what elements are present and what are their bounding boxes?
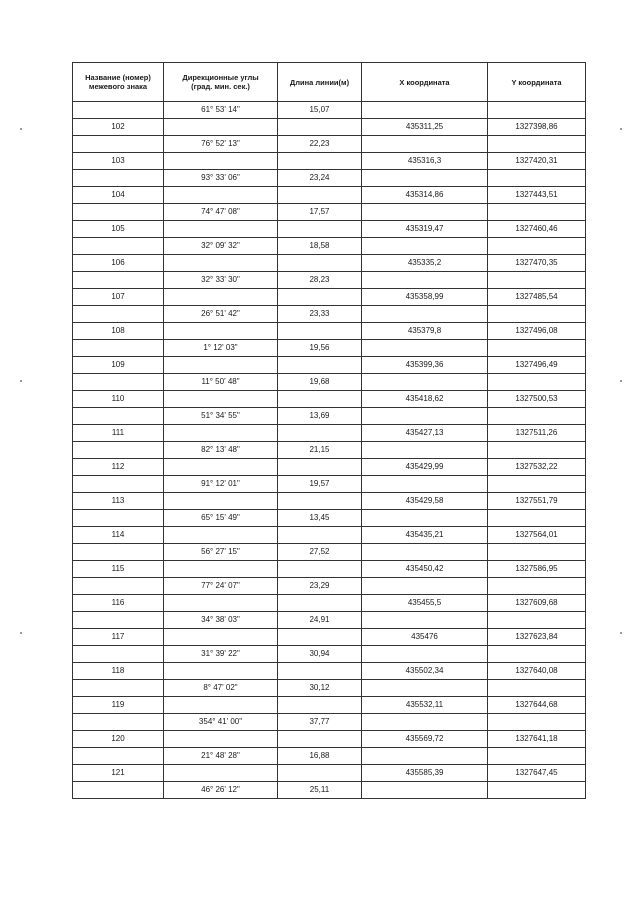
line-length-cell bbox=[278, 221, 362, 238]
x-coordinate-cell: 435314,86 bbox=[362, 187, 488, 204]
line-length-cell bbox=[278, 493, 362, 510]
x-coordinate-cell bbox=[362, 578, 488, 595]
x-coordinate-cell bbox=[362, 238, 488, 255]
direction-angle-cell bbox=[164, 493, 278, 510]
marker-name-cell: 116 bbox=[73, 595, 164, 612]
direction-angle-cell: 74° 47' 08" bbox=[164, 204, 278, 221]
marker-name-cell bbox=[73, 204, 164, 221]
y-coordinate-cell bbox=[488, 136, 586, 153]
y-coordinate-cell bbox=[488, 510, 586, 527]
x-coordinate-cell bbox=[362, 136, 488, 153]
y-coordinate-cell: 1327443,51 bbox=[488, 187, 586, 204]
table-row bbox=[73, 357, 586, 374]
line-length-cell: 13,45 bbox=[278, 510, 362, 527]
marker-name-cell: 113 bbox=[73, 493, 164, 510]
marker-name-cell: 110 bbox=[73, 391, 164, 408]
x-coordinate-cell: 435418,62 bbox=[362, 391, 488, 408]
y-coordinate-cell bbox=[488, 306, 586, 323]
marker-name-cell: 115 bbox=[73, 561, 164, 578]
x-coordinate-cell bbox=[362, 612, 488, 629]
line-length-cell bbox=[278, 697, 362, 714]
direction-angle-cell bbox=[164, 459, 278, 476]
y-coordinate-cell: 1327640,08 bbox=[488, 663, 586, 680]
line-length-cell: 30,94 bbox=[278, 646, 362, 663]
direction-angle-cell: 76° 52' 13" bbox=[164, 136, 278, 153]
marker-name-cell bbox=[73, 272, 164, 289]
direction-angle-cell: 32° 33' 30" bbox=[164, 272, 278, 289]
marker-name-cell bbox=[73, 612, 164, 629]
header-marker-name-line-2: межевого знака bbox=[88, 82, 148, 91]
header-marker-name-line-1: Название (номер) bbox=[85, 73, 151, 82]
header-direction-angle bbox=[164, 63, 278, 102]
direction-angle-cell bbox=[164, 561, 278, 578]
table-row bbox=[73, 221, 586, 238]
table-row bbox=[73, 646, 586, 663]
y-coordinate-cell bbox=[488, 408, 586, 425]
table-row bbox=[73, 561, 586, 578]
marker-name-cell bbox=[73, 442, 164, 459]
line-length-cell: 16,88 bbox=[278, 748, 362, 765]
marker-name-cell: 118 bbox=[73, 663, 164, 680]
direction-angle-cell: 91° 12' 01" bbox=[164, 476, 278, 493]
x-coordinate-cell: 435399,36 bbox=[362, 357, 488, 374]
x-coordinate-cell: 435435,21 bbox=[362, 527, 488, 544]
marker-name-cell bbox=[73, 510, 164, 527]
direction-angle-cell bbox=[164, 221, 278, 238]
marker-name-cell bbox=[73, 238, 164, 255]
direction-angle-cell bbox=[164, 527, 278, 544]
x-coordinate-cell: 435455,5 bbox=[362, 595, 488, 612]
y-coordinate-cell: 1327460,46 bbox=[488, 221, 586, 238]
x-coordinate-cell: 435311,25 bbox=[362, 119, 488, 136]
table-row bbox=[73, 119, 586, 136]
y-coordinate-cell: 1327644,68 bbox=[488, 697, 586, 714]
table-row bbox=[73, 782, 586, 799]
direction-angle-cell: 61° 53' 14" bbox=[164, 102, 278, 119]
y-coordinate-cell bbox=[488, 782, 586, 799]
direction-angle-cell bbox=[164, 391, 278, 408]
line-length-cell: 19,56 bbox=[278, 340, 362, 357]
line-length-cell bbox=[278, 153, 362, 170]
marker-name-cell: 105 bbox=[73, 221, 164, 238]
line-length-cell: 37,77 bbox=[278, 714, 362, 731]
marker-name-cell bbox=[73, 102, 164, 119]
scan-speck bbox=[20, 128, 22, 130]
line-length-cell bbox=[278, 323, 362, 340]
table-row bbox=[73, 340, 586, 357]
line-length-cell bbox=[278, 357, 362, 374]
scan-speck bbox=[620, 128, 622, 130]
y-coordinate-cell: 1327586,95 bbox=[488, 561, 586, 578]
x-coordinate-cell bbox=[362, 714, 488, 731]
line-length-cell: 19,68 bbox=[278, 374, 362, 391]
y-coordinate-cell bbox=[488, 748, 586, 765]
table-row bbox=[73, 510, 586, 527]
marker-name-cell bbox=[73, 714, 164, 731]
y-coordinate-cell bbox=[488, 714, 586, 731]
table-row bbox=[73, 544, 586, 561]
line-length-cell bbox=[278, 459, 362, 476]
x-coordinate-cell bbox=[362, 510, 488, 527]
y-coordinate-cell bbox=[488, 238, 586, 255]
table-row bbox=[73, 663, 586, 680]
header-x-coordinate: X координата bbox=[362, 63, 488, 102]
x-coordinate-cell bbox=[362, 170, 488, 187]
header-direction-angle-line-1: Дирекционные углы bbox=[182, 73, 259, 82]
marker-name-cell bbox=[73, 136, 164, 153]
direction-angle-cell bbox=[164, 187, 278, 204]
direction-angle-cell bbox=[164, 153, 278, 170]
header-direction-angle-line-2: (град. мин. сек.) bbox=[191, 82, 250, 91]
table-row bbox=[73, 425, 586, 442]
line-length-cell bbox=[278, 425, 362, 442]
line-length-cell: 23,33 bbox=[278, 306, 362, 323]
direction-angle-cell bbox=[164, 289, 278, 306]
table-header-row bbox=[73, 63, 586, 102]
direction-angle-cell: 65° 15' 49" bbox=[164, 510, 278, 527]
table-row bbox=[73, 323, 586, 340]
direction-angle-cell bbox=[164, 357, 278, 374]
line-length-cell: 22,23 bbox=[278, 136, 362, 153]
y-coordinate-cell bbox=[488, 680, 586, 697]
line-length-cell bbox=[278, 119, 362, 136]
table-row bbox=[73, 493, 586, 510]
table-row bbox=[73, 697, 586, 714]
marker-name-cell bbox=[73, 340, 164, 357]
direction-angle-cell: 8° 47' 02" bbox=[164, 680, 278, 697]
line-length-cell: 30,12 bbox=[278, 680, 362, 697]
table-row bbox=[73, 272, 586, 289]
y-coordinate-cell: 1327500,53 bbox=[488, 391, 586, 408]
y-coordinate-cell: 1327511,26 bbox=[488, 425, 586, 442]
table-row bbox=[73, 306, 586, 323]
direction-angle-cell bbox=[164, 595, 278, 612]
direction-angle-cell: 82° 13' 48" bbox=[164, 442, 278, 459]
direction-angle-cell bbox=[164, 731, 278, 748]
y-coordinate-cell bbox=[488, 374, 586, 391]
line-length-cell: 17,57 bbox=[278, 204, 362, 221]
scan-speck bbox=[620, 632, 622, 634]
x-coordinate-cell bbox=[362, 102, 488, 119]
x-coordinate-cell: 435335,2 bbox=[362, 255, 488, 272]
y-coordinate-cell bbox=[488, 646, 586, 663]
y-coordinate-cell bbox=[488, 612, 586, 629]
marker-name-cell bbox=[73, 748, 164, 765]
line-length-cell bbox=[278, 731, 362, 748]
x-coordinate-cell bbox=[362, 408, 488, 425]
marker-name-cell bbox=[73, 544, 164, 561]
x-coordinate-cell bbox=[362, 442, 488, 459]
line-length-cell bbox=[278, 187, 362, 204]
x-coordinate-cell: 435379,8 bbox=[362, 323, 488, 340]
table-row bbox=[73, 153, 586, 170]
table-row bbox=[73, 527, 586, 544]
line-length-cell: 18,58 bbox=[278, 238, 362, 255]
y-coordinate-cell bbox=[488, 272, 586, 289]
x-coordinate-cell bbox=[362, 646, 488, 663]
marker-name-cell bbox=[73, 782, 164, 799]
direction-angle-cell bbox=[164, 255, 278, 272]
y-coordinate-cell: 1327496,08 bbox=[488, 323, 586, 340]
x-coordinate-cell: 435585,39 bbox=[362, 765, 488, 782]
marker-name-cell: 108 bbox=[73, 323, 164, 340]
x-coordinate-cell bbox=[362, 544, 488, 561]
marker-name-cell bbox=[73, 306, 164, 323]
marker-name-cell: 117 bbox=[73, 629, 164, 646]
x-coordinate-cell bbox=[362, 782, 488, 799]
table-row bbox=[73, 765, 586, 782]
marker-name-cell bbox=[73, 170, 164, 187]
x-coordinate-cell: 435532,11 bbox=[362, 697, 488, 714]
scan-speck bbox=[620, 380, 622, 382]
marker-name-cell: 109 bbox=[73, 357, 164, 374]
x-coordinate-cell bbox=[362, 272, 488, 289]
table-row bbox=[73, 391, 586, 408]
line-length-cell: 15,07 bbox=[278, 102, 362, 119]
line-length-cell bbox=[278, 527, 362, 544]
table-row bbox=[73, 374, 586, 391]
line-length-cell: 19,57 bbox=[278, 476, 362, 493]
line-length-cell bbox=[278, 765, 362, 782]
y-coordinate-cell: 1327496,49 bbox=[488, 357, 586, 374]
scan-speck bbox=[20, 632, 22, 634]
line-length-cell: 27,52 bbox=[278, 544, 362, 561]
line-length-cell: 25,11 bbox=[278, 782, 362, 799]
marker-name-cell: 104 bbox=[73, 187, 164, 204]
y-coordinate-cell: 1327398,86 bbox=[488, 119, 586, 136]
direction-angle-cell: 51° 34' 55" bbox=[164, 408, 278, 425]
x-coordinate-cell bbox=[362, 204, 488, 221]
y-coordinate-cell bbox=[488, 476, 586, 493]
direction-angle-cell: 11° 50' 48" bbox=[164, 374, 278, 391]
table-row bbox=[73, 612, 586, 629]
line-length-cell bbox=[278, 255, 362, 272]
header-marker-name bbox=[73, 63, 164, 102]
table-row bbox=[73, 102, 586, 119]
x-coordinate-cell bbox=[362, 476, 488, 493]
y-coordinate-cell: 1327647,45 bbox=[488, 765, 586, 782]
line-length-cell bbox=[278, 595, 362, 612]
table-row bbox=[73, 204, 586, 221]
y-coordinate-cell bbox=[488, 204, 586, 221]
boundary-coordinates-table bbox=[72, 62, 586, 799]
direction-angle-cell bbox=[164, 425, 278, 442]
direction-angle-cell: 21° 48' 28" bbox=[164, 748, 278, 765]
table-row bbox=[73, 289, 586, 306]
x-coordinate-cell bbox=[362, 680, 488, 697]
direction-angle-cell: 31° 39' 22" bbox=[164, 646, 278, 663]
line-length-cell bbox=[278, 663, 362, 680]
direction-angle-cell bbox=[164, 323, 278, 340]
y-coordinate-cell bbox=[488, 102, 586, 119]
x-coordinate-cell: 435358,99 bbox=[362, 289, 488, 306]
y-coordinate-cell: 1327470,35 bbox=[488, 255, 586, 272]
x-coordinate-cell bbox=[362, 748, 488, 765]
table-row bbox=[73, 476, 586, 493]
y-coordinate-cell: 1327623,84 bbox=[488, 629, 586, 646]
line-length-cell: 23,29 bbox=[278, 578, 362, 595]
marker-name-cell bbox=[73, 408, 164, 425]
y-coordinate-cell: 1327532,22 bbox=[488, 459, 586, 476]
direction-angle-cell: 1° 12' 03" bbox=[164, 340, 278, 357]
table-row bbox=[73, 238, 586, 255]
marker-name-cell: 121 bbox=[73, 765, 164, 782]
marker-name-cell: 107 bbox=[73, 289, 164, 306]
y-coordinate-cell: 1327641,18 bbox=[488, 731, 586, 748]
y-coordinate-cell: 1327609,68 bbox=[488, 595, 586, 612]
marker-name-cell bbox=[73, 578, 164, 595]
line-length-cell bbox=[278, 561, 362, 578]
marker-name-cell: 106 bbox=[73, 255, 164, 272]
table-row bbox=[73, 629, 586, 646]
scan-speck bbox=[20, 380, 22, 382]
direction-angle-cell bbox=[164, 629, 278, 646]
y-coordinate-cell: 1327485,54 bbox=[488, 289, 586, 306]
direction-angle-cell: 34° 38' 03" bbox=[164, 612, 278, 629]
marker-name-cell: 111 bbox=[73, 425, 164, 442]
line-length-cell bbox=[278, 289, 362, 306]
direction-angle-cell: 26° 51' 42" bbox=[164, 306, 278, 323]
marker-name-cell: 103 bbox=[73, 153, 164, 170]
table-row bbox=[73, 459, 586, 476]
x-coordinate-cell: 435429,99 bbox=[362, 459, 488, 476]
x-coordinate-cell: 435569,72 bbox=[362, 731, 488, 748]
y-coordinate-cell bbox=[488, 340, 586, 357]
direction-angle-cell bbox=[164, 697, 278, 714]
x-coordinate-cell: 435476 bbox=[362, 629, 488, 646]
marker-name-cell: 114 bbox=[73, 527, 164, 544]
table-row bbox=[73, 731, 586, 748]
x-coordinate-cell: 435502,34 bbox=[362, 663, 488, 680]
x-coordinate-cell bbox=[362, 306, 488, 323]
table-row bbox=[73, 170, 586, 187]
y-coordinate-cell bbox=[488, 442, 586, 459]
y-coordinate-cell: 1327551,79 bbox=[488, 493, 586, 510]
table-row bbox=[73, 408, 586, 425]
x-coordinate-cell: 435450,42 bbox=[362, 561, 488, 578]
marker-name-cell: 120 bbox=[73, 731, 164, 748]
direction-angle-cell bbox=[164, 765, 278, 782]
direction-angle-cell: 46° 26' 12" bbox=[164, 782, 278, 799]
y-coordinate-cell bbox=[488, 578, 586, 595]
table-row bbox=[73, 595, 586, 612]
x-coordinate-cell: 435319,47 bbox=[362, 221, 488, 238]
line-length-cell: 21,15 bbox=[278, 442, 362, 459]
direction-angle-cell: 93° 33' 06" bbox=[164, 170, 278, 187]
line-length-cell: 13,69 bbox=[278, 408, 362, 425]
table-row bbox=[73, 748, 586, 765]
line-length-cell: 23,24 bbox=[278, 170, 362, 187]
table-body bbox=[73, 102, 586, 799]
header-line-length: Длина линии(м) bbox=[278, 63, 362, 102]
direction-angle-cell: 354° 41' 00" bbox=[164, 714, 278, 731]
marker-name-cell bbox=[73, 680, 164, 697]
line-length-cell bbox=[278, 629, 362, 646]
marker-name-cell: 119 bbox=[73, 697, 164, 714]
x-coordinate-cell bbox=[362, 374, 488, 391]
marker-name-cell bbox=[73, 646, 164, 663]
y-coordinate-cell: 1327564,01 bbox=[488, 527, 586, 544]
marker-name-cell bbox=[73, 476, 164, 493]
marker-name-cell: 102 bbox=[73, 119, 164, 136]
line-length-cell bbox=[278, 391, 362, 408]
table-row bbox=[73, 255, 586, 272]
x-coordinate-cell: 435427,13 bbox=[362, 425, 488, 442]
y-coordinate-cell: 1327420,31 bbox=[488, 153, 586, 170]
y-coordinate-cell bbox=[488, 544, 586, 561]
direction-angle-cell: 77° 24' 07" bbox=[164, 578, 278, 595]
header-y-coordinate: Y координата bbox=[488, 63, 586, 102]
table-row bbox=[73, 714, 586, 731]
direction-angle-cell: 32° 09' 32" bbox=[164, 238, 278, 255]
marker-name-cell: 112 bbox=[73, 459, 164, 476]
direction-angle-cell bbox=[164, 663, 278, 680]
direction-angle-cell: 56° 27' 15" bbox=[164, 544, 278, 561]
x-coordinate-cell: 435316,3 bbox=[362, 153, 488, 170]
table-row bbox=[73, 578, 586, 595]
line-length-cell: 28,23 bbox=[278, 272, 362, 289]
direction-angle-cell bbox=[164, 119, 278, 136]
table-row bbox=[73, 187, 586, 204]
table-row bbox=[73, 136, 586, 153]
line-length-cell: 24,91 bbox=[278, 612, 362, 629]
y-coordinate-cell bbox=[488, 170, 586, 187]
table-row bbox=[73, 680, 586, 697]
table-row bbox=[73, 442, 586, 459]
marker-name-cell bbox=[73, 374, 164, 391]
x-coordinate-cell: 435429,58 bbox=[362, 493, 488, 510]
x-coordinate-cell bbox=[362, 340, 488, 357]
